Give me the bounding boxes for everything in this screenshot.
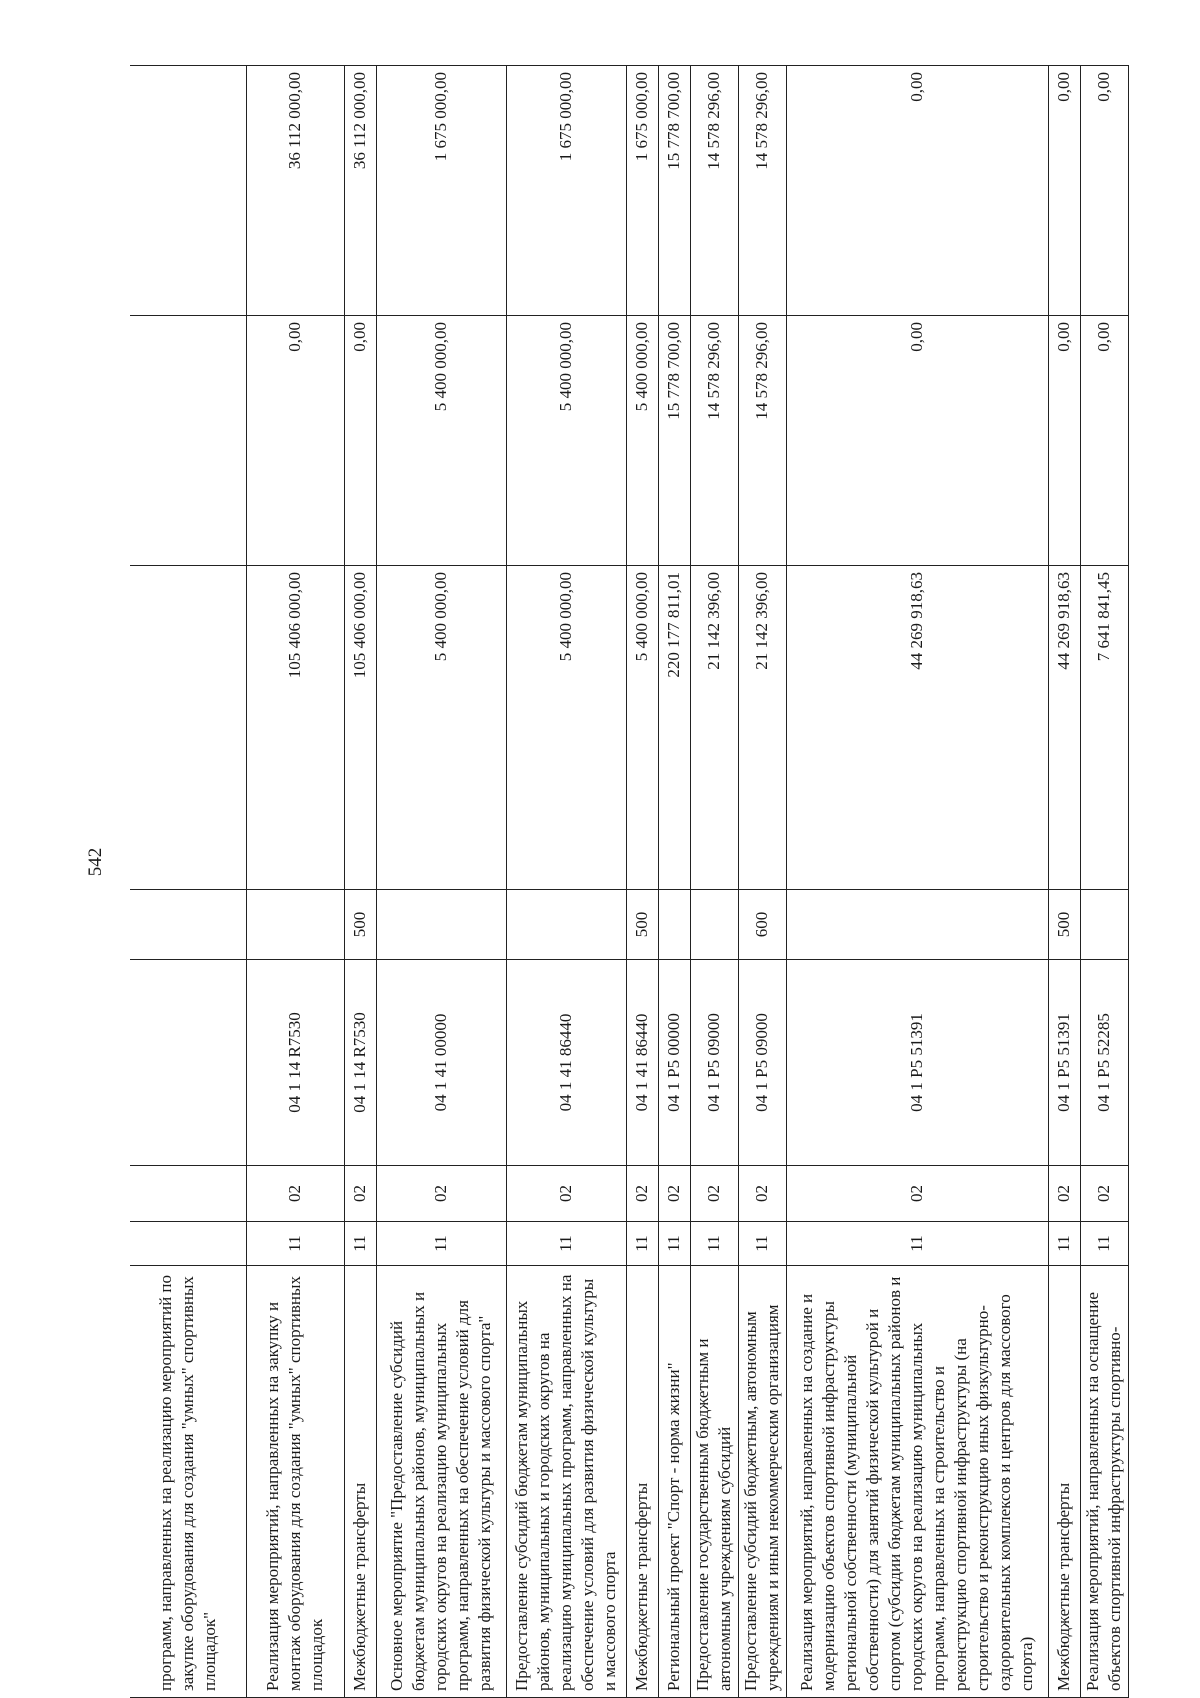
subsection-code-cell: 02 (738, 1166, 786, 1222)
expense-type-cell: 600 (738, 890, 786, 960)
section-code-cell: 11 (690, 1222, 738, 1266)
row-name-cell: Реализация мероприятий, направленных на создание и модернизацию объектов спортивной инфраструктуры региональной собственности (муниципальной собственности) для занятий физической культурой и спортом (субсидии бюджетам муниципальных районов и городских округов на реализацию муниципальных программ, направленных на строительство и реконструкцию спортивной инфраструктуры (на строительство и реконструкцию иных физкультурно-оздоровительных комплексов и центров для массового спорта) (786, 1266, 1048, 1698)
expense-type-cell: 500 (344, 890, 376, 960)
amount-year1-cell: 5 400 000,00 (376, 566, 506, 890)
target-article-cell: 04 1 41 00000 (376, 960, 506, 1166)
section-code-cell: 11 (658, 1222, 690, 1266)
expense-type-cell (786, 890, 1048, 960)
row-name-cell: Региональный проект "Спорт - норма жизни" (658, 1266, 690, 1698)
expense-type-cell (1080, 890, 1128, 960)
section-code-cell (130, 1222, 246, 1266)
amount-year3-cell: 14 578 296,00 (690, 66, 738, 316)
table-row (738, 66, 786, 1698)
row-name-cell: Основное мероприятие "Предоставление субсидий бюджетам муниципальных районов, муниципальных и городских округов на реализацию муниципальных программ, направленных на обеспечение условий для развития физической культуры и массового спорта" (376, 1266, 506, 1698)
section-code-cell: 11 (246, 1222, 344, 1266)
amount-year2-cell: 0,00 (786, 316, 1048, 566)
row-name-cell: Реализация мероприятий, направленных на оснащение объектов спортивной инфраструктуры спортивно- (1080, 1266, 1128, 1698)
section-code-cell: 11 (738, 1222, 786, 1266)
subsection-code-cell: 02 (344, 1166, 376, 1222)
expense-type-cell (246, 890, 344, 960)
subsection-code-cell: 02 (376, 1166, 506, 1222)
expense-type-cell (658, 890, 690, 960)
table-row (690, 66, 738, 1698)
amount-year1-cell: 105 406 000,00 (246, 566, 344, 890)
page-number: 542 (85, 847, 106, 877)
row-name-cell: Предоставление субсидий бюджетам муниципальных районов, муниципальных и городских округов на реализацию муниципальных программ, направленных на обеспечение условий для развития физической культуры и массового спорта (506, 1266, 626, 1698)
target-article-cell: 04 1 41 86440 (506, 960, 626, 1166)
table-row (344, 66, 376, 1698)
amount-year3-cell (130, 66, 246, 316)
table-row (626, 66, 658, 1698)
amount-year3-cell: 15 778 700,00 (658, 66, 690, 316)
amount-year1-cell: 44 269 918,63 (1048, 566, 1080, 890)
budget-table (130, 65, 1129, 1698)
expense-type-cell (690, 890, 738, 960)
amount-year1-cell: 21 142 396,00 (690, 566, 738, 890)
row-name-cell: Межбюджетные трансферты (1048, 1266, 1080, 1698)
target-article-cell: 04 1 14 R7530 (246, 960, 344, 1166)
amount-year2-cell: 14 578 296,00 (690, 316, 738, 566)
amount-year3-cell: 0,00 (1048, 66, 1080, 316)
amount-year1-cell: 220 177 811,01 (658, 566, 690, 890)
amount-year1-cell: 105 406 000,00 (344, 566, 376, 890)
target-article-cell: 04 1 P5 52285 (1080, 960, 1128, 1166)
subsection-code-cell: 02 (690, 1166, 738, 1222)
row-name-cell: Предоставление субсидий бюджетным, автономным учреждениям и иным некоммерческим организациям (738, 1266, 786, 1698)
amount-year1-cell: 5 400 000,00 (626, 566, 658, 890)
amount-year3-cell: 1 675 000,00 (506, 66, 626, 316)
table-row (130, 66, 246, 1698)
table-row (1080, 66, 1128, 1698)
amount-year3-cell: 1 675 000,00 (376, 66, 506, 316)
row-name-cell: Реализация мероприятий, направленных на закупку и монтаж оборудования для создания "умных" спортивных площадок (246, 1266, 344, 1698)
table-row (658, 66, 690, 1698)
section-code-cell: 11 (786, 1222, 1048, 1266)
amount-year3-cell: 0,00 (1080, 66, 1128, 316)
row-name-cell: Предоставление государственным бюджетным и автономным учреждениям субсидий (690, 1266, 738, 1698)
amount-year3-cell: 36 112 000,00 (246, 66, 344, 316)
amount-year2-cell: 5 400 000,00 (376, 316, 506, 566)
target-article-cell: 04 1 P5 00000 (658, 960, 690, 1166)
expense-type-cell (130, 890, 246, 960)
amount-year3-cell: 36 112 000,00 (344, 66, 376, 316)
row-name-cell: Межбюджетные трансферты (626, 1266, 658, 1698)
amount-year3-cell: 14 578 296,00 (738, 66, 786, 316)
target-article-cell: 04 1 41 86440 (626, 960, 658, 1166)
subsection-code-cell: 02 (1080, 1166, 1128, 1222)
amount-year3-cell: 1 675 000,00 (626, 66, 658, 316)
subsection-code-cell: 02 (1048, 1166, 1080, 1222)
rotated-page-content (130, 66, 1124, 1698)
amount-year1-cell (130, 566, 246, 890)
section-code-cell: 11 (626, 1222, 658, 1266)
subsection-code-cell (130, 1166, 246, 1222)
expense-type-cell (376, 890, 506, 960)
table-row (1048, 66, 1080, 1698)
subsection-code-cell: 02 (786, 1166, 1048, 1222)
target-article-cell: 04 1 P5 51391 (1048, 960, 1080, 1166)
amount-year2-cell: 0,00 (344, 316, 376, 566)
target-article-cell: 04 1 14 R7530 (344, 960, 376, 1166)
target-article-cell (130, 960, 246, 1166)
amount-year1-cell: 44 269 918,63 (786, 566, 1048, 890)
budget-table-body (130, 66, 1128, 1698)
amount-year2-cell: 0,00 (1048, 316, 1080, 566)
table-row (246, 66, 344, 1698)
amount-year1-cell: 7 641 841,45 (1080, 566, 1128, 890)
amount-year1-cell: 5 400 000,00 (506, 566, 626, 890)
section-code-cell: 11 (376, 1222, 506, 1266)
target-article-cell: 04 1 P5 09000 (690, 960, 738, 1166)
subsection-code-cell: 02 (506, 1166, 626, 1222)
subsection-code-cell: 02 (246, 1166, 344, 1222)
subsection-code-cell: 02 (658, 1166, 690, 1222)
section-code-cell: 11 (1080, 1222, 1128, 1266)
amount-year2-cell: 5 400 000,00 (626, 316, 658, 566)
amount-year2-cell: 5 400 000,00 (506, 316, 626, 566)
expense-type-cell: 500 (1048, 890, 1080, 960)
amount-year2-cell (130, 316, 246, 566)
amount-year1-cell: 21 142 396,00 (738, 566, 786, 890)
subsection-code-cell: 02 (626, 1166, 658, 1222)
expense-type-cell (506, 890, 626, 960)
amount-year2-cell: 14 578 296,00 (738, 316, 786, 566)
target-article-cell: 04 1 P5 51391 (786, 960, 1048, 1166)
table-row (506, 66, 626, 1698)
section-code-cell: 11 (344, 1222, 376, 1266)
amount-year2-cell: 15 778 700,00 (658, 316, 690, 566)
section-code-cell: 11 (1048, 1222, 1080, 1266)
amount-year2-cell: 0,00 (1080, 316, 1128, 566)
table-row (786, 66, 1048, 1698)
amount-year2-cell: 0,00 (246, 316, 344, 566)
row-name-cell: Межбюджетные трансферты (344, 1266, 376, 1698)
section-code-cell: 11 (506, 1222, 626, 1266)
amount-year3-cell: 0,00 (786, 66, 1048, 316)
row-name-cell: программ, направленных на реализацию мероприятий по закупке оборудования для создания "умных" спортивных площадок" (130, 1266, 246, 1698)
target-article-cell: 04 1 P5 09000 (738, 960, 786, 1166)
table-row (376, 66, 506, 1698)
expense-type-cell: 500 (626, 890, 658, 960)
